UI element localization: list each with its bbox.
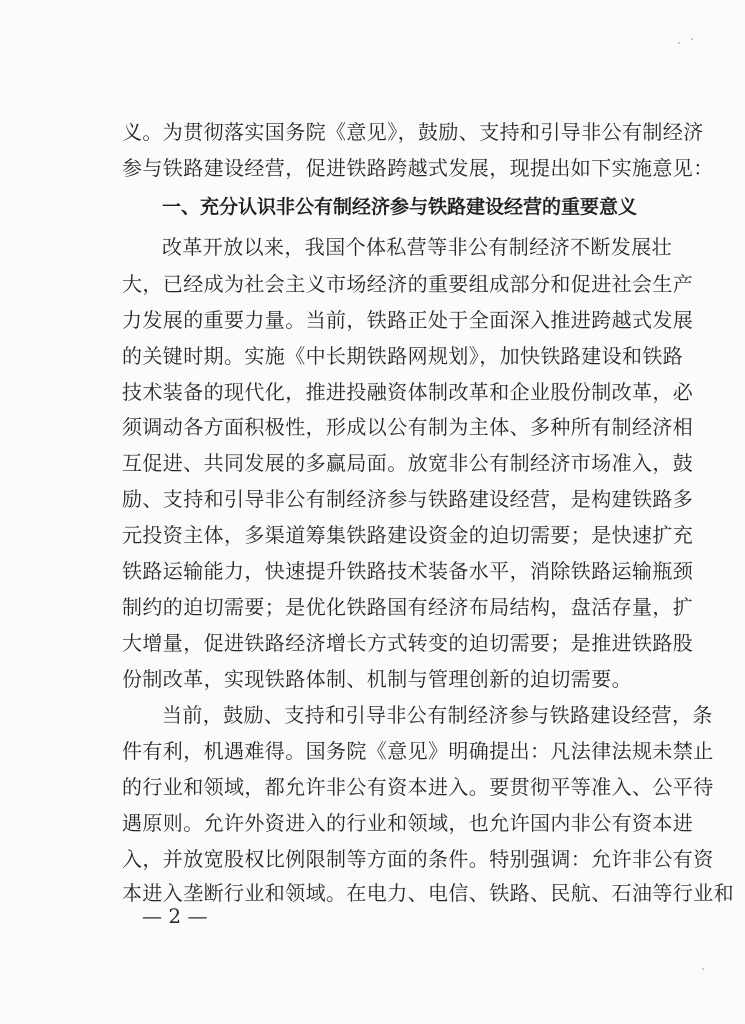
paragraph-1-line-2: 大，已经成为社会主义市场经济的重要组成部分和促进社会生产 xyxy=(122,272,694,296)
paragraph-1-line-1: 改革开放以来，我国个体私营等非公有制经济不断发展壮 xyxy=(162,235,672,259)
scan-speck xyxy=(702,968,704,970)
page-number: — 2 — xyxy=(142,904,208,928)
intro-line-1: 义。为贯彻落实国务院《意见》，鼓励、支持和引导非公有制经济 xyxy=(122,120,704,144)
paragraph-2-line-4: 遇原则。允许外资进入的行业和领域，也允许国内非公有资本进 xyxy=(122,811,694,835)
paragraph-1-line-9: 元投资主体，多渠道筹集铁路建设资金的迫切需要；是快速扩充 xyxy=(122,523,694,547)
paragraph-2-line-2: 件有利，机遇难得。国务院《意见》明确提出：凡法律法规未禁止 xyxy=(122,739,714,763)
paragraph-1-line-10: 铁路运输能力，快速提升铁路技术装备水平，消除铁路运输瓶颈 xyxy=(122,559,694,583)
scan-speck xyxy=(691,38,693,40)
paragraph-1-line-4: 的关键时期。实施《中长期铁路网规划》，加快铁路建设和铁路 xyxy=(122,344,684,368)
paragraph-2-line-5: 入，并放宽股权比例限制等方面的条件。特别强调：允许非公有资 xyxy=(122,847,714,871)
paragraph-1-line-12: 大增量，促进铁路经济增长方式转变的迫切需要；是推进铁路股 xyxy=(122,631,694,655)
paragraph-1-line-8: 励、支持和引导非公有制经济参与铁路建设经营，是构建铁路多 xyxy=(122,487,694,511)
paragraph-1-line-7: 互促进、共同发展的多赢局面。放宽非公有制经济市场准入，鼓 xyxy=(122,451,694,475)
scan-speck xyxy=(678,42,680,44)
paragraph-1-line-11: 制约的迫切需要；是优化铁路国有经济布局结构，盘活存量，扩 xyxy=(122,595,694,619)
paragraph-2-line-1: 当前，鼓励、支持和引导非公有制经济参与铁路建设经营，条 xyxy=(162,703,713,727)
section-heading: 一、充分认识非公有制经济参与铁路建设经营的重要意义 xyxy=(162,196,638,218)
paragraph-1-line-13: 份制改革，实现铁路体制、机制与管理创新的迫切需要。 xyxy=(122,667,632,691)
paragraph-1-line-6: 须调动各方面积极性，形成以公有制为主体、多种所有制经济相 xyxy=(122,415,694,439)
paragraph-1-line-3: 力发展的重要力量。当前，铁路正处于全面深入推进跨越式发展 xyxy=(122,308,694,332)
paragraph-2-line-3: 的行业和领域，都允许非公有资本进入。要贯彻平等准入、公平待 xyxy=(122,775,714,799)
paragraph-1-line-5: 技术装备的现代化，推进投融资体制改革和企业股份制改革，必 xyxy=(122,380,694,404)
paragraph-2-line-6: 本进入垄断行业和领域。在电力、电信、铁路、民航、石油等行业和 xyxy=(122,881,734,905)
intro-line-2: 参与铁路建设经营，促进铁路跨越式发展，现提出如下实施意见： xyxy=(122,156,714,180)
